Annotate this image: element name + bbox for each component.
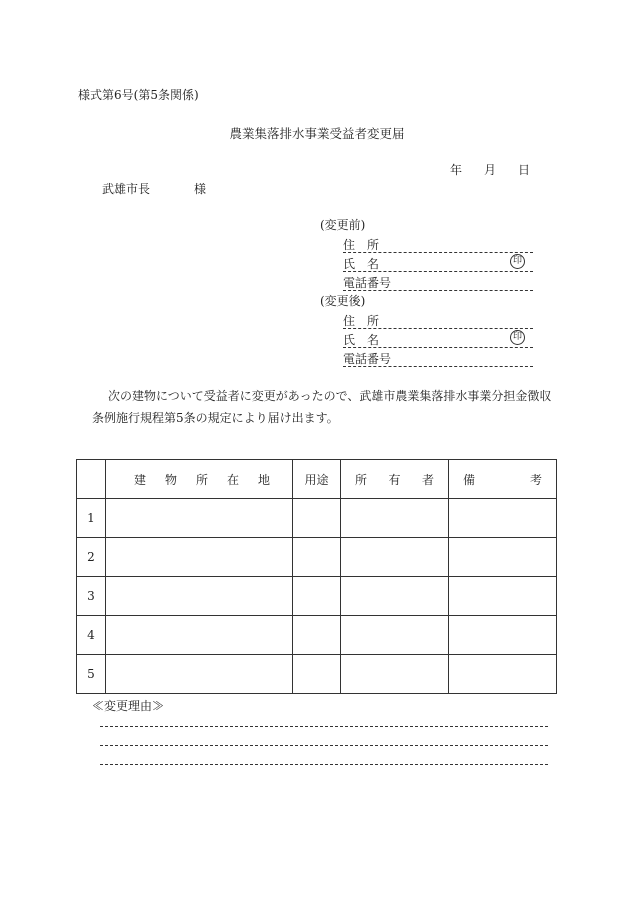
owner-cell[interactable]: [341, 616, 449, 655]
table-row: [77, 616, 557, 655]
remarks-cell[interactable]: [449, 499, 557, 538]
seal-icon: 印: [510, 254, 525, 269]
header-number: [77, 460, 106, 499]
header-owner: 所 有 者: [341, 460, 449, 499]
before-address-field[interactable]: [343, 236, 533, 253]
body-text: 次の建物について受益者に変更があったので、武雄市農業集落排水事業分担金徴収条例施行規程第5条の規定により届け出ます。: [92, 389, 552, 425]
table-row: [77, 538, 557, 577]
reason-line[interactable]: [100, 745, 548, 746]
after-label: (変更後): [320, 294, 366, 308]
location-cell[interactable]: [106, 577, 293, 616]
after-phone-field[interactable]: [343, 350, 533, 367]
before-name-label: 氏 名: [343, 257, 380, 271]
use-cell[interactable]: [293, 655, 341, 694]
row-number: 4: [77, 616, 106, 655]
building-table: [76, 459, 557, 694]
reason-line[interactable]: [100, 726, 548, 727]
remarks-cell[interactable]: [449, 538, 557, 577]
seal-icon: 印: [510, 330, 525, 345]
header-location: 建 物 所 在 地: [106, 460, 293, 499]
year-label: 年: [450, 163, 463, 177]
day-label: 日: [518, 163, 531, 177]
after-name-field[interactable]: [343, 331, 533, 348]
addressee-name: 武雄市長: [102, 182, 151, 196]
remarks-cell[interactable]: [449, 616, 557, 655]
reason-label: ≪変更理由≫: [92, 699, 165, 713]
after-name-label: 氏 名: [343, 333, 380, 347]
header-remarks: 備 考: [449, 460, 557, 499]
use-cell[interactable]: [293, 577, 341, 616]
use-cell[interactable]: [293, 538, 341, 577]
before-name-field[interactable]: [343, 255, 533, 272]
before-address-label: 住 所: [343, 238, 380, 252]
table-row: [77, 499, 557, 538]
form-number: 様式第6号(第5条関係): [78, 88, 199, 102]
addressee: [102, 180, 206, 197]
owner-cell[interactable]: [341, 655, 449, 694]
owner-cell[interactable]: [341, 577, 449, 616]
use-cell[interactable]: [293, 499, 341, 538]
after-address-label: 住 所: [343, 314, 380, 328]
after-phone-label: 電話番号: [343, 352, 392, 366]
month-label: 月: [484, 163, 497, 177]
after-address-field[interactable]: [343, 312, 533, 329]
row-number: 1: [77, 499, 106, 538]
date-line: [450, 161, 530, 178]
use-cell[interactable]: [293, 616, 341, 655]
row-number: 2: [77, 538, 106, 577]
remarks-cell[interactable]: [449, 655, 557, 694]
table-row: [77, 577, 557, 616]
addressee-honorific: 様: [194, 182, 207, 196]
row-number: 3: [77, 577, 106, 616]
document-title: 農業集落排水事業受益者変更届: [229, 126, 405, 141]
location-cell[interactable]: [106, 538, 293, 577]
before-label: (変更前): [320, 218, 366, 232]
owner-cell[interactable]: [341, 538, 449, 577]
reason-line[interactable]: [100, 764, 548, 765]
row-number: 5: [77, 655, 106, 694]
location-cell[interactable]: [106, 616, 293, 655]
table-row: [77, 655, 557, 694]
location-cell[interactable]: [106, 499, 293, 538]
owner-cell[interactable]: [341, 499, 449, 538]
before-phone-field[interactable]: [343, 274, 533, 291]
before-phone-label: 電話番号: [343, 276, 392, 290]
remarks-cell[interactable]: [449, 577, 557, 616]
header-use: 用途: [293, 460, 341, 499]
table-header-row: [77, 460, 557, 499]
location-cell[interactable]: [106, 655, 293, 694]
